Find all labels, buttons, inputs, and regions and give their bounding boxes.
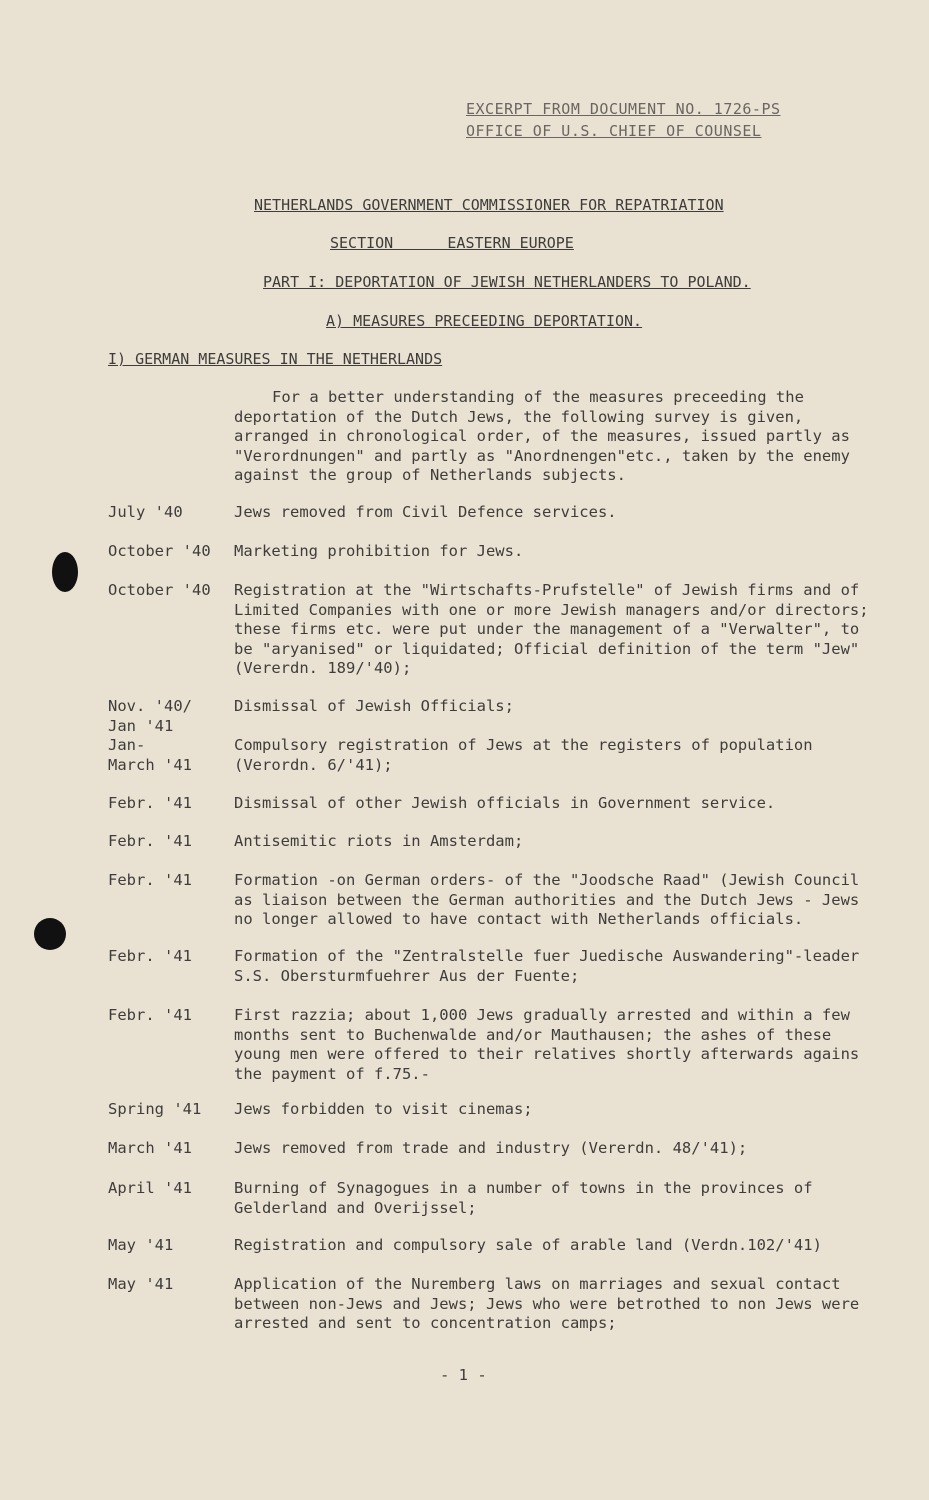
part-heading: PART I: DEPORTATION OF JEWISH NETHERLANDERS TO POLAND. [263,273,751,291]
entry-date: April '41 [108,1179,192,1197]
entry-text: Application of the Nuremberg laws on marriages and sexual contact between non-Jews and Jews; Jews who were betrothed to non Jews were arrested and sent to concentration camps; [234,1275,860,1333]
entry-date: Nov. '40/ Jan '41 [108,697,192,735]
entry-text: Antisemitic riots in Amsterdam; [234,832,524,850]
entry-text: Jews forbidden to visit cinemas; [234,1100,533,1118]
entry-text: Marketing prohibition for Jews. [234,542,524,560]
entry-text: Burning of Synagogues in a number of towns in the provinces of Gelderland and Overijssel; [234,1179,813,1217]
entry-text: Formation -on German orders- of the "Joodsche Raad" (Jewish Council as liaison between the German authorities and the Dutch Jews - Jews no longer allowed to have contact with Netherlands officials. [234,871,860,929]
entry-text: Formation of the "Zentralstelle fuer Juedische Auswandering"-leader S.S. Obersturmfuehrer Aus der Fuente; [234,947,860,985]
entry-text: Dismissal of Jewish Officials; [234,697,514,715]
document-stamp [466,98,786,142]
entry-date: March '41 [108,1139,192,1157]
entry-text: First razzia; about 1,000 Jews gradually arrested and within a few months sent to Buchenwalde and/or Mauthausen; the ashes of these young men were offered to their relatives shortly afterwards agains the payment of f.75.- [234,1006,860,1083]
entry-date: May '41 [108,1275,174,1293]
entry-date: July '40 [108,503,183,521]
stamp-line-1: EXCERPT FROM DOCUMENT NO. 1726-PS [466,100,781,118]
ink-blot-decoration [52,552,78,592]
entry-date: Spring '41 [108,1100,202,1118]
entry-date: October '40 [108,542,211,560]
entry-text: Jews removed from Civil Defence services. [234,503,617,521]
entry-date: Jan- March '41 [108,736,192,774]
entry-date: October '40 [108,581,211,599]
chapter-heading: I) GERMAN MEASURES IN THE NETHERLANDS [108,350,443,368]
entry-date: Febr. '41 [108,1006,192,1024]
page-number: - 1 - [440,1366,487,1384]
entry-date: Febr. '41 [108,794,192,812]
ink-blot-decoration [34,918,66,950]
entry-text: Registration and compulsory sale of arable land (Verdn.102/'41) [234,1236,822,1254]
entry-date: Febr. '41 [108,947,192,965]
entry-date: May '41 [108,1236,174,1254]
agency-heading: NETHERLANDS GOVERNMENT COMMISSIONER FOR REPATRIATION [254,196,724,214]
entry-date: Febr. '41 [108,871,192,889]
stamp-line-2: OFFICE OF U.S. CHIEF OF COUNSEL [466,122,762,140]
subpart-heading: A) MEASURES PRECEEDING DEPORTATION. [326,312,643,330]
entry-text: Registration at the "Wirtschafts-Prufstelle" of Jewish firms and of Limited Companies with one or more Jewish managers and/or directors; these firms etc. were put under the management of a "Verwalter", to be "aryanised" or liquidated; Official definition of the term "Jew" (Vererdn. 189/'40); [234,581,869,678]
intro-paragraph: For a better understanding of the measures preceeding the deportation of the Dutch Jews, the following survey is given, arranged in chronological order, of the measures, issued partly as "Verordnungen" and partly as "Anordnengen"etc., taken by the enemy against the group of Netherlands subjects. [234,388,850,485]
entry-text: Dismissal of other Jewish officials in Government service. [234,794,776,812]
entry-text: Compulsory registration of Jews at the registers of population (Verordn. 6/'41); [234,736,813,774]
entry-text: Jews removed from trade and industry (Vererdn. 48/'41); [234,1139,748,1157]
section-heading: SECTION EASTERN EUROPE [330,234,574,252]
entry-date: Febr. '41 [108,832,192,850]
